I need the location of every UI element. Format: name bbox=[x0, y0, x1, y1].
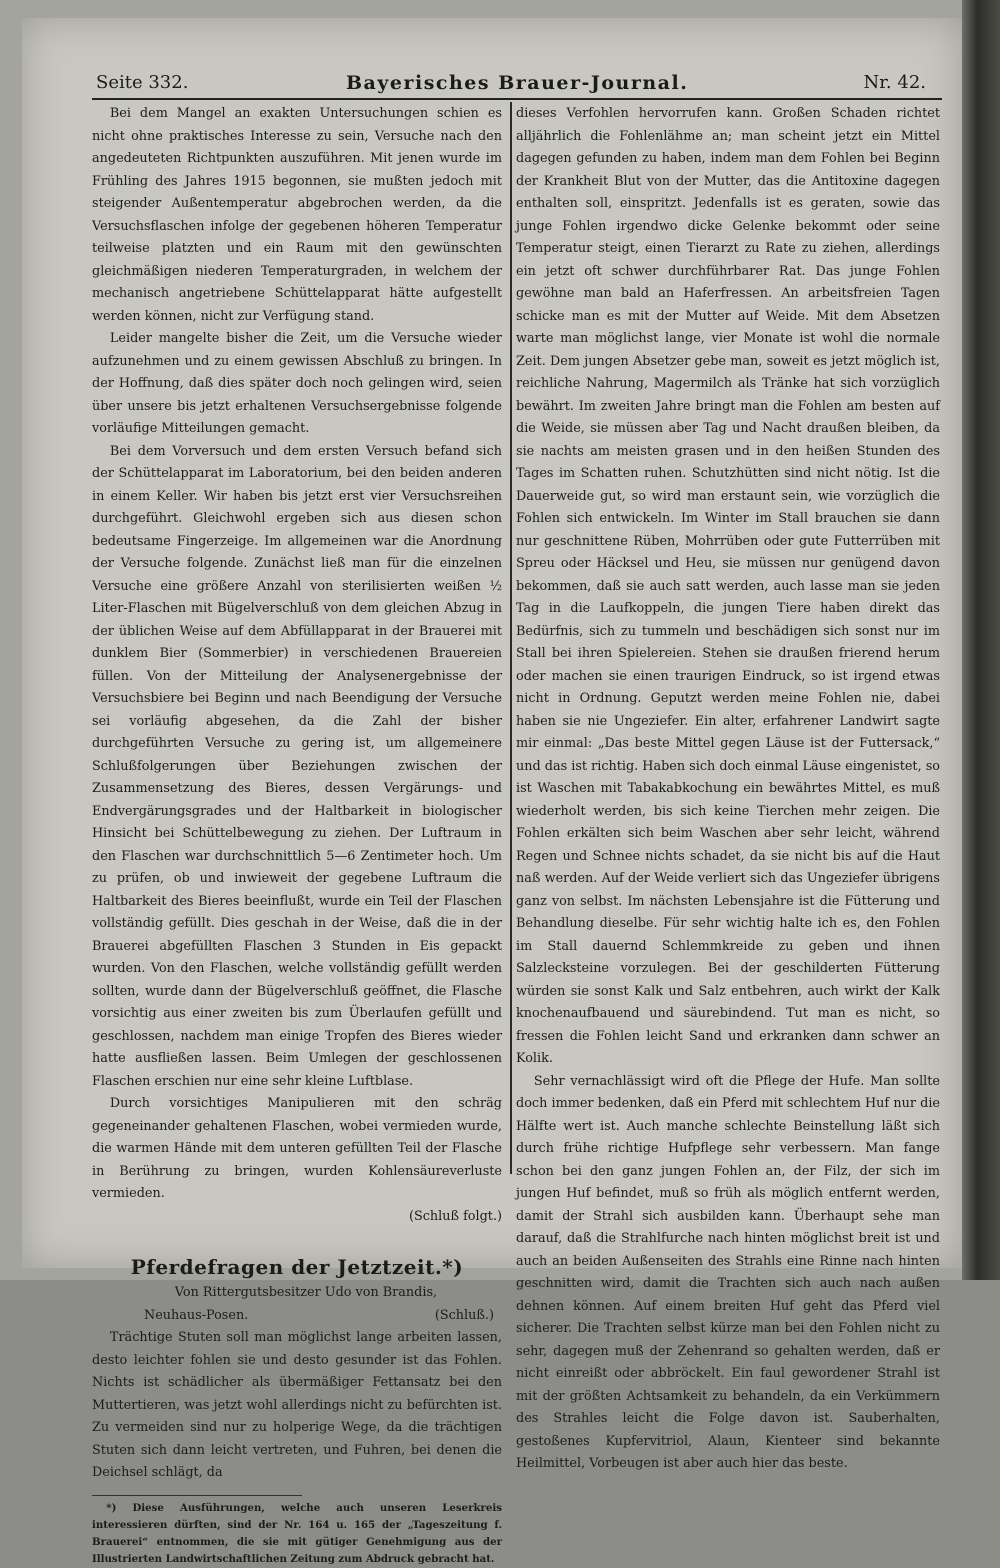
right-column bbox=[516, 103, 940, 1476]
left-column bbox=[92, 103, 502, 1568]
footnote: *) Diese Ausführungen, welche auch unseren Leserkreis interessieren dürften, sind der Nr. 164 u. 165 der „Tageszeitung f. Brauerei“ entnommen, die sie mit gütiger Genehmigung aus der Illustrierten Landwirtschaftlichen Zeitung zum Abdruck gebracht hat. bbox=[92, 1501, 502, 1565]
paragraph: Bei dem Mangel an exakten Untersuchungen schien es nicht ohne praktisches Interesse zu sein, Versuche nach den angedeuteten Richtpunkten auszuführen. Mit jenen wurde im Frühling des Jahres 1915 begonnen, sie mußten jedoch mit steigender Außentemperatur abgebrochen werden, da die Versuchsflaschen infolge der gegebenen höheren Temperatur teilweise platzten und ein Raum mit den gewünschten gleichmäßigen niederen Temperaturgraden, in welchem der mechanisch angetriebene Schüttelapparat hätte aufgestellt werden können, nicht zur Verfügung stand. bbox=[92, 106, 502, 324]
next-page-edge bbox=[962, 0, 1000, 1280]
paragraph: Trächtige Stuten soll man möglichst lange arbeiten lassen, desto leichter fohlen sie und desto gesunder ist das Fohlen. Nichts ist schädlicher als übermäßiger Fettansatz bei den Muttertieren, was jetzt wohl allerdings nicht zu befürchten ist. Zu vermeiden sind nur zu holperige Wege, da die trächtigen Stuten sich dann leicht vertreten, und Fuhren, bei denen die Deichsel schlägt, da bbox=[92, 1330, 502, 1480]
paragraph: Leider mangelte bisher die Zeit, um die Versuche wieder aufzunehmen und zu einem gewissen Abschluß zu bringen. In der Hoffnung, daß dies später doch noch gelingen wird, seien über unsere bis jetzt erhaltenen Versuchsergebnisse folgende vorläufige Mitteilungen gemacht. bbox=[92, 331, 502, 436]
header-rule bbox=[92, 98, 942, 100]
article-title: Pferdefragen der Jetztzeit.*) bbox=[130, 1255, 464, 1279]
footnote-rule bbox=[92, 1495, 302, 1496]
page-header bbox=[96, 72, 938, 100]
to-be-continued-note: (Schluß folgt.) bbox=[408, 1208, 502, 1224]
issue-number: Nr. 42. bbox=[863, 72, 926, 93]
paragraph: Bei dem Vorversuch und dem ersten Versuch befand sich der Schüttelapparat im Laboratorium, bei den beiden anderen in einem Keller. Wir haben bis jetzt erst vier Versuchsreihen durchgeführt. Gleichwohl ergeben sich aus diesen schon bedeutsame Fingerzeige. Im allgemeinen war die Anordnung der Versuche folgende. Zunächst ließ man für die einzelnen Versuche eine größere Anzahl von sterilisierten weißen ½ Liter-Flaschen mit Bügelverschluß von dem gleichen Abzug in der üblichen Weise auf dem Abfüllapparat in der Brauerei mit dunklem Bier (Sommerbier) in verschiedenen Brauereien füllen. Von der Mitteilung der Analysenergebnisse der Versuchsbiere bei Beginn und nach Beendigung der Versuche sei vorläufig abgesehen, da die Zahl der bisher durchgeführten Versuche zu gering ist, um allgemeinere Schlußfolgerungen über Beziehungen zwischen der Zusammensetzung des Bieres, dessen Vergärungs- und Endvergärungsgrades und der Haltbarkeit in biologischer Hinsicht bei Schüttelbewegung zu ziehen. Der Luftraum in den Flaschen war durchschnittlich 5—6 Zentimeter hoch. Um zu prüfen, ob und inwieweit der gegebene Luftraum die Haltbarkeit des Bieres beeinflußt, wurde ein Teil der Flaschen vollständig gefüllt. Dies geschah in der Weise, daß die in der Brauerei abgefüllten Flaschen 3 Stunden in Eis gepackt wurden. Von den Flaschen, welche vollständig gefüllt werden sollten, wurde dann der Bügelverschluß geöffnet, die Flasche vorsichtig aus einer zweiten bis zum Überlaufen gefüllt und geschlossen, nachdem man einige Tropfen des Bieres wieder hatte ausfließen lassen. Beim Umlegen der geschlossenen Flaschen erschien nur eine sehr kleine Luftblase. bbox=[92, 443, 502, 1089]
paragraph: Sehr vernachlässigt wird oft die Pflege der Hufe. Man sollte doch immer bedenken, daß ein Pferd mit schlechtem Huf nur die Hälfte wert ist. Auch manche schlechte Beinstellung läßt sich durch frühe richtige Hufpflege sehr verbessern. Man fange schon bei den ganz jungen Fohlen an, der Filz, der sich im jungen Huf befindet, muß so früh als möglich entfernt werden, damit der Strahl sich ausbilden kann. Überhaupt sehe man darauf, daß die Strahlfurche nach hinten möglichst breit ist und auch an beiden Außenseiten des Strahls eine Rinne nach hinten geschnitten wird, damit die Trachten sich auch nach außen dehnen können. Auf einem breiten Huf geht das Pferd viel sicherer. Die Trachten selbst kürze man bei den Fohlen nicht zu sehr, dagegen muß der Zehenrand so gehalten werden, daß er nicht einreißt oder abbröckelt. Ein faul gewordener Strahl ist mit der größten Achtsamkeit zu behandeln, da ein Verkümmern des Strahles leicht die Folge davon ist. Sauberhalten, gestoßenes Kupfervitriol, Alaun, Kienteer sind bekannte Heilmittel, Vorbeugen ist aber auch hier das beste. bbox=[516, 1073, 940, 1471]
journal-title: Bayerisches Brauer-Journal. bbox=[346, 72, 689, 94]
paragraph: Durch vorsichtiges Manipulieren mit den schräg gegeneinander gehaltenen Flaschen, wobei vermieden wurde, die warmen Hände mit dem unteren gefüllten Teil der Flasche in Berührung zu bringen, wurden Kohlensäureverluste vermieden. bbox=[92, 1096, 502, 1201]
paragraph: dieses Verfohlen hervorrufen kann. Großen Schaden richtet alljährlich die Fohlenlähme an; man scheint jetzt ein Mittel dagegen gefunden zu haben, indem man dem Fohlen bei Beginn der Krankheit Blut von der Mutter, das die Antitoxine dagegen enthalten soll, einspritzt. Jedenfalls ist es geraten, sowie das junge Fohlen irgendwo dicke Gelenke bekommt oder seine Temperatur steigt, einen Tierarzt zu Rate zu ziehen, allerdings ein jetzt oft schwer durchführbarer Rat. Das junge Fohlen gewöhne man bald an Haferfressen. An arbeitsfreien Tagen schicke man es mit der Mutter auf Weide. Mit dem Absetzen warte man möglichst lange, vier Monate ist wohl die normale Zeit. Dem jungen Absetzer gebe man, soweit es jetzt möglich ist, reichliche Nahrung, Magermilch als Tränke hat sich vorzüglich bewährt. Im zweiten Jahre bringt man die Fohlen am besten auf die Weide, sie müssen aber Tag und Nacht draußen bleiben, da sie nachts am meisten grasen und in den heißen Stunden des Tages im Schatten ruhen. Schutzhütten sind nicht nötig. Ist die Dauerweide gut, so wird man erstaunt sein, wie vorzüglich die Fohlen sich entwickeln. Im Winter im Stall brauchen sie dann nur geschnittene Rüben, Mohrrüben oder gute Futterrüben mit Spreu oder Häcksel und Heu, sie müssen nur genügend davon bekommen, daß sie auch satt werden, auch lasse man sie jeden Tag in die Laufkoppeln, die jungen Tiere haben direkt das Bedürfnis, sich zu tummeln und beschädigen sich sonst nur im Stall bei ihren Spielereien. Stehen sie draußen frierend herum oder machen sie einen traurigen Eindruck, so ist irgend etwas nicht in Ordnung. Geputzt werden meine Fohlen nie, dabei haben sie nie Ungeziefer. Ein alter, erfahrener Landwirt sagte mir einmal: „Das beste Mittel gegen Läuse ist der Futtersack,“ und das ist richtig. Haben sich doch einmal Läuse eingenistet, so ist Waschen mit Tabakabkochung ein bewährtes Mittel, es muß wiederholt werden, bis sich keine Tierchen mehr zeigen. Die Fohlen erkälten sich beim Waschen aber sehr leicht, während Regen und Schnee nichts schadet, da sie nicht bis auf die Haut naß werden. Auf der Weide verliert sich das Ungeziefer übrigens ganz von selbst. Im nächsten Lebensjahre ist die Fütterung und Behandlung dieselbe. Für sehr wichtig halte ich es, den Fohlen im Stall dauernd Schlemmkreide zu geben und ihnen Salzlecksteine vorzulegen. Bei der geschilderten Fütterung würden sie sonst Kalk und Salz entbehren, auch wirkt der Kalk knochenaufbauend und säurebindend. Tut man es nicht, so fressen die Fohlen leicht Sand und erkranken dann schwer an Kolik. bbox=[516, 106, 940, 1066]
article-byline: Von Rittergutsbesitzer Udo von Brandis, bbox=[174, 1285, 438, 1300]
page-number: Seite 332. bbox=[96, 72, 189, 93]
byline-note: (Schluß.) bbox=[434, 1307, 494, 1323]
column-divider bbox=[510, 102, 512, 1174]
byline-details bbox=[144, 1305, 494, 1328]
byline-place: Neuhaus-Posen. bbox=[144, 1307, 249, 1323]
